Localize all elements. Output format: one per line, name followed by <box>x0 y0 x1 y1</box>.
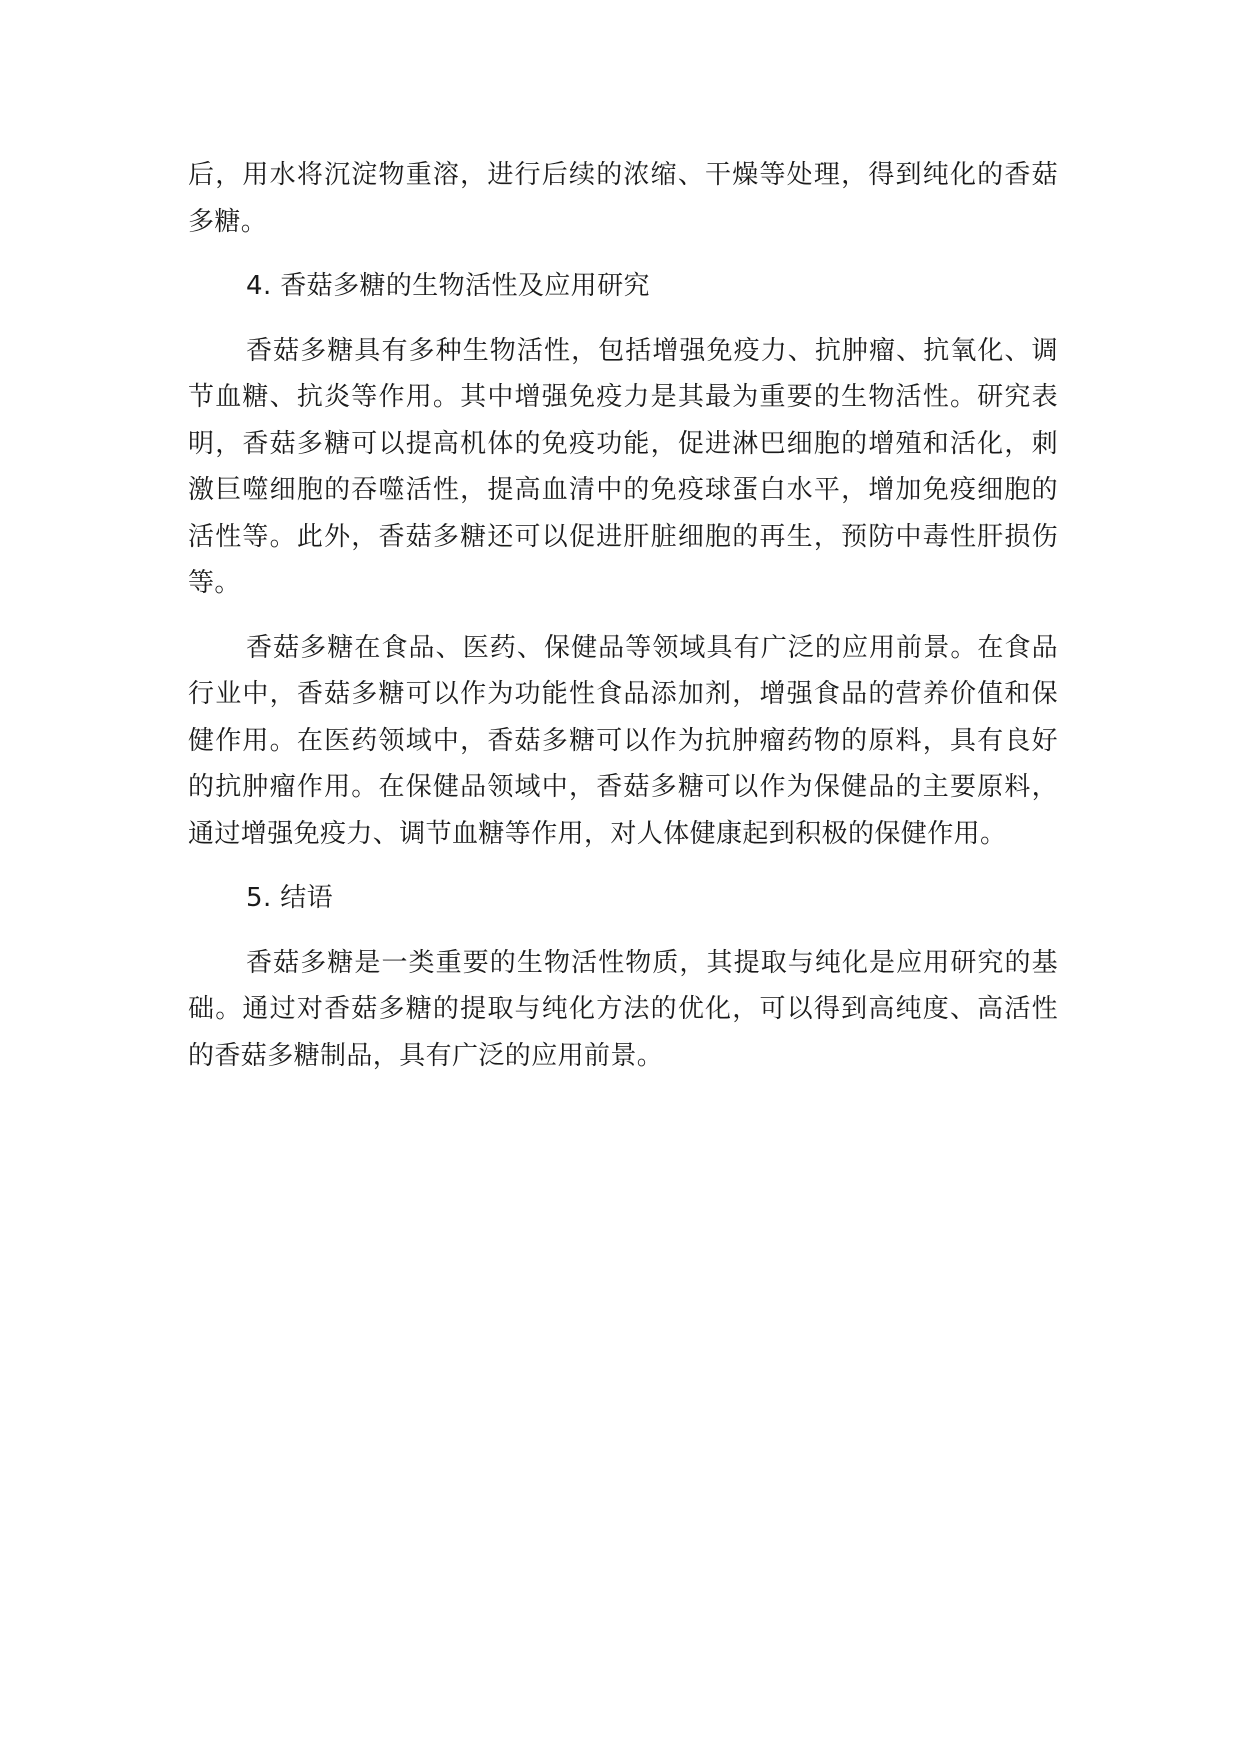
paragraph-conclusion: 香菇多糖是一类重要的生物活性物质，其提取与纯化是应用研究的基础。通过对香菇多糖的提取与纯化方法的优化，可以得到高纯度、高活性的香菇多糖制品，具有广泛的应用前景。 <box>188 947 1058 1071</box>
paragraph-continuation: 后，用水将沉淀物重溶，进行后续的浓缩、干燥等处理，得到纯化的香菇多糖。 <box>188 160 1058 237</box>
section-heading-conclusion: 5. 结语 <box>246 883 334 913</box>
paragraph-applications: 香菇多糖在食品、医药、保健品等领域具有广泛的应用前景。在食品行业中，香菇多糖可以作为功能性食品添加剂，增强食品的营养价值和保健作用。在医药领域中，香菇多糖可以作为抗肿瘤药物的原料，具有良好的抗肿瘤作用。在保健品领域中，香菇多糖可以作为保健品的主要原料，通过增强免疫力、调节血糖等作用，对人体健康起到积极的保健作用。 <box>188 632 1058 849</box>
paragraph-bioactivity: 香菇多糖具有多种生物活性，包括增强免疫力、抗肿瘤、抗氧化、调节血糖、抗炎等作用。其中增强免疫力是其最为重要的生物活性。研究表明，香菇多糖可以提高机体的免疫功能，促进淋巴细胞的增殖和活化，刺激巨噬细胞的吞噬活性，提高血清中的免疫球蛋白水平，增加免疫细胞的活性等。此外，香菇多糖还可以促进肝脏细胞的再生，预防中毒性肝损伤等。 <box>188 335 1058 598</box>
section-heading-bioactivity: 4. 香菇多糖的生物活性及应用研究 <box>246 271 650 301</box>
document-page <box>188 152 1058 1079</box>
